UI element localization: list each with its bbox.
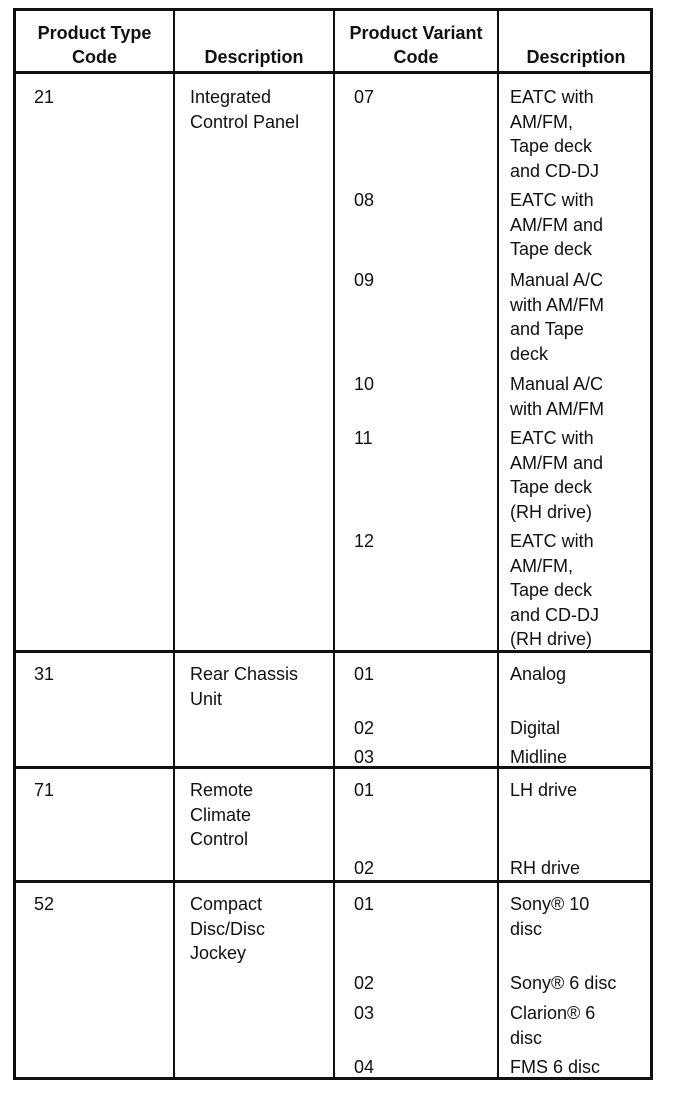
variant-code: 01: [354, 664, 375, 684]
variant-code: 02: [354, 718, 375, 738]
variant-code: 08: [354, 190, 375, 210]
product-code-table: [13, 8, 653, 1080]
variant-description: Manual A/C with AM/FM: [510, 374, 605, 419]
variant-code: 01: [354, 894, 375, 914]
variant-code: 09: [354, 270, 375, 290]
variant-description: RH drive: [510, 858, 581, 878]
type-code: 52: [34, 894, 55, 914]
variant-description: Manual A/C with AM/FM and Tape deck: [510, 270, 605, 364]
type-code: 71: [34, 780, 55, 800]
type-description: Integrated Control Panel: [190, 87, 300, 132]
column-divider: [497, 11, 499, 1077]
variant-code: 11: [354, 428, 373, 448]
variant-code: 12: [354, 531, 375, 551]
variant-code: 02: [354, 973, 375, 993]
variant-description: EATC with AM/FM and Tape deck (RH drive): [510, 428, 604, 522]
variant-code: 02: [354, 858, 375, 878]
variant-description: Analog: [510, 664, 567, 684]
header-divider: [16, 71, 650, 74]
variant-description: Clarion® 6 disc: [510, 1003, 596, 1048]
variant-code: 07: [354, 87, 375, 107]
header-type-code: Product Type Code: [37, 23, 152, 67]
variant-description: FMS 6 disc: [510, 1057, 601, 1077]
type-code: 21: [34, 87, 55, 107]
type-code: 31: [34, 664, 55, 684]
variant-description: Digital: [510, 718, 561, 738]
variant-code: 04: [354, 1057, 375, 1077]
header-variant-code: Product Variant Code: [349, 23, 483, 67]
variant-description: LH drive: [510, 780, 578, 800]
header-variant-description: Description: [526, 47, 626, 67]
type-description: Remote Climate Control: [190, 780, 254, 849]
variant-description: Midline: [510, 747, 568, 767]
column-divider: [333, 11, 335, 1077]
type-description: Rear Chassis Unit: [190, 664, 299, 709]
variant-code: 10: [354, 374, 375, 394]
variant-code: 03: [354, 1003, 375, 1023]
variant-description: Sony® 10 disc: [510, 894, 590, 939]
variant-description: EATC with AM/FM, Tape deck and CD-DJ: [510, 87, 600, 181]
type-description: Compact Disc/Disc Jockey: [190, 894, 265, 963]
header-description: Description: [204, 47, 304, 67]
variant-description: Sony® 6 disc: [510, 973, 617, 993]
variant-description: EATC with AM/FM and Tape deck: [510, 190, 604, 259]
variant-code: 01: [354, 780, 375, 800]
variant-code: 03: [354, 747, 375, 767]
variant-description: EATC with AM/FM, Tape deck and CD-DJ (RH drive): [510, 531, 600, 649]
column-divider: [173, 11, 175, 1077]
